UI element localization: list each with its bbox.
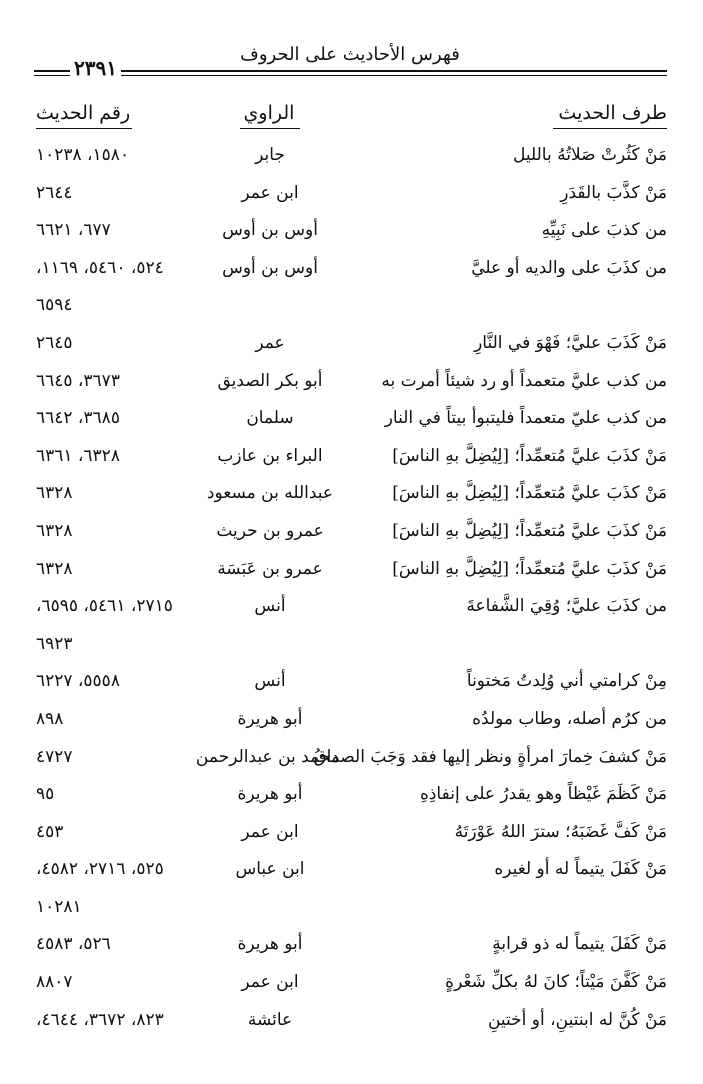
hadith-text: مَنْ كَفَّ غَضَبَهُ؛ سترَ اللهُ عَوْرَتَهُ <box>454 821 667 842</box>
index-row <box>0 854 703 892</box>
hadith-number: ٩٥ <box>36 784 55 805</box>
narrator: البراء بن عازب <box>217 445 323 466</box>
column-header-number: رقم الحديث <box>36 102 131 124</box>
hadith-number: ٢٦٤٥ <box>36 332 73 353</box>
hadith-text: مَنْ كشفَ خِمارَ امرأةٍ ونظر إليها فقد وَجَبَ الصداقُ <box>313 746 667 767</box>
column-header-underline <box>240 128 300 129</box>
narrator: جابر <box>255 145 285 165</box>
narrator: ابن عمر <box>241 182 299 203</box>
column-header-rawi: الراوي <box>243 102 295 124</box>
hadith-text: من كذب عليَّ متعمداً أو رد شيئاً أمرت به <box>381 370 667 391</box>
hadith-text: مَنْ كَظَمَ غَيْظاً وهو يقدرُ على إنفاذِهِ <box>419 784 667 805</box>
narrator: أوس بن أوس <box>222 257 318 278</box>
index-row <box>0 967 703 1005</box>
hadith-number: ٤٥٣ <box>36 821 64 842</box>
hadith-number: ١٥٨٠، ١٠٢٣٨ <box>36 145 130 165</box>
narrator: عبدالله بن مسعود <box>206 483 334 504</box>
hadith-text: مَنْ كَفَّنَ مَيْتاً؛ كانَ لهُ بكلِّ شَعْرةٍ <box>445 972 667 993</box>
hadith-number: ٨٢٣، ٣٦٧٢، ٤٦٤٤، <box>36 1009 164 1030</box>
page-number: ٢٣٩١ <box>70 56 121 80</box>
narrator: عمر <box>255 332 285 353</box>
hadith-text: من كذبَ على نَبِيِّهِ <box>541 220 667 241</box>
column-header-underline <box>36 128 132 129</box>
index-row <box>0 554 703 592</box>
index-row <box>0 629 703 667</box>
narrator: أنس <box>254 671 286 692</box>
narrator: ابن عباس <box>235 859 305 880</box>
hadith-text: مَنْ كَفَلَ يتيماً له ذو قرابةٍ <box>492 934 667 955</box>
narrator: محمد بن عبدالرحمن <box>195 746 340 767</box>
hadith-text: مَنْ كَفَلَ يتيماً له أو لغيره <box>494 859 667 880</box>
hadith-number: ٥٥٥٨، ٦٢٢٧ <box>36 671 120 692</box>
hadith-number: ٢٧١٥، ٥٤٦١، ٦٥٩٥، <box>36 596 173 617</box>
narrator: أبو هريرة <box>237 708 303 729</box>
hadith-text: مَنْ كَذَبَ عليَّ؛ فَهْوَ في النَّارِ <box>474 332 667 353</box>
index-row <box>0 178 703 216</box>
index-row <box>0 290 703 328</box>
narrator: عائشة <box>247 1009 293 1030</box>
index-row <box>0 666 703 704</box>
narrator: ابن عمر <box>241 821 299 842</box>
hadith-number: ١٠٢٨١ <box>36 896 82 917</box>
index-row <box>0 253 703 291</box>
index-row <box>0 1005 703 1043</box>
hadith-number: ٦٣٢٨، ٦٣٦١ <box>36 445 120 466</box>
index-row <box>0 441 703 479</box>
index-row <box>0 591 703 629</box>
hadith-number: ٥٢٤، ٥٤٦٠، ١١٦٩، <box>36 257 164 278</box>
narrator: عمرو بن عَبَسَة <box>217 558 323 579</box>
hadith-text: مَنْ كذَبَ عليَّ مُتعمِّداً؛ [لِيُضِلَّ بهِ الناسَ] <box>392 558 667 579</box>
hadith-number: ٢٦٤٤ <box>36 182 73 203</box>
hadith-number: ٣٦٧٣، ٦٦٤٥ <box>36 370 120 391</box>
narrator: عمرو بن حريث <box>216 520 324 541</box>
narrator: ابن عمر <box>241 972 299 993</box>
hadith-number: ٦٩٢٣ <box>36 633 73 654</box>
hadith-text: مِنْ كرامتي أني وُلِدتُ مَختوناً <box>466 671 667 692</box>
hadith-number: ٣٦٨٥، ٦٦٤٢ <box>36 408 120 429</box>
index-row <box>0 516 703 554</box>
hadith-number: ٦٣٢٨ <box>36 558 73 579</box>
narrator: أبو هريرة <box>237 934 303 955</box>
index-row <box>0 779 703 817</box>
column-header-tarf: طرف الحديث <box>558 102 667 124</box>
hadith-text: من كذَبَ على والديه أو عليَّ <box>471 257 667 278</box>
index-row <box>0 742 703 780</box>
hadith-number: ٤٧٢٧ <box>36 746 73 767</box>
hadith-number: ٥٢٥، ٢٧١٦، ٤٥٨٢، <box>36 859 164 880</box>
index-row <box>0 892 703 930</box>
hadith-number: ٦٧٧، ٦٦٢١ <box>36 220 111 241</box>
hadith-number: ٦٥٩٤ <box>36 295 73 316</box>
narrator: أوس بن أوس <box>222 220 318 241</box>
index-row <box>0 929 703 967</box>
hadith-text: مَنْ كذَبَ عليَّ مُتعمِّداً؛ [لِيُضِلَّ بهِ الناسَ] <box>392 445 667 466</box>
hadith-number: ٨٨٠٧ <box>36 972 73 993</box>
hadith-text: مَنْ كُنَّ له ابنتينِ، أو أختينِ <box>487 1009 667 1030</box>
hadith-text: مَنْ كذَبَ عليَّ مُتعمِّداً؛ [لِيُضِلَّ بهِ الناسَ] <box>392 483 667 504</box>
hadith-text: من كرُم أصله، وطاب مولدُه <box>472 708 667 729</box>
header-rule <box>34 70 667 72</box>
hadith-number: ٥٢٦، ٤٥٨٣ <box>36 934 111 955</box>
index-row <box>0 403 703 441</box>
hadith-text: مَنْ كذَّبَ بالقَدَرِ <box>560 182 667 203</box>
hadith-text: من كذَبَ عليَّ؛ وُقِيَ الشَّفاعةَ <box>466 596 667 617</box>
index-row <box>0 140 703 178</box>
index-row <box>0 328 703 366</box>
index-row <box>0 215 703 253</box>
hadith-text: من كذب عليّ متعمداً فليتبوأ بيتاً في النار <box>384 408 667 429</box>
index-row <box>0 704 703 742</box>
running-title: فهرس الأحاديث على الحروف <box>240 44 460 65</box>
index-row <box>0 478 703 516</box>
narrator: أبو هريرة <box>237 784 303 805</box>
hadith-index-list <box>0 140 703 1042</box>
hadith-number: ٨٩٨ <box>36 708 64 729</box>
column-header-underline <box>553 128 667 129</box>
hadith-number: ٦٣٢٨ <box>36 483 73 504</box>
hadith-number: ٦٣٢٨ <box>36 520 73 541</box>
hadith-text: مَنْ كَثُرتْ صَلاتُهُ بالليل <box>512 145 667 165</box>
narrator: أبو بكر الصديق <box>217 370 323 391</box>
header-rule-thin <box>34 75 667 76</box>
narrator: سلمان <box>246 408 294 429</box>
index-row <box>0 366 703 404</box>
hadith-text: مَنْ كذَبَ عليَّ مُتعمِّداً؛ [لِيُضِلَّ بهِ الناسَ] <box>392 520 667 541</box>
index-row <box>0 817 703 855</box>
narrator: أنس <box>254 596 286 617</box>
